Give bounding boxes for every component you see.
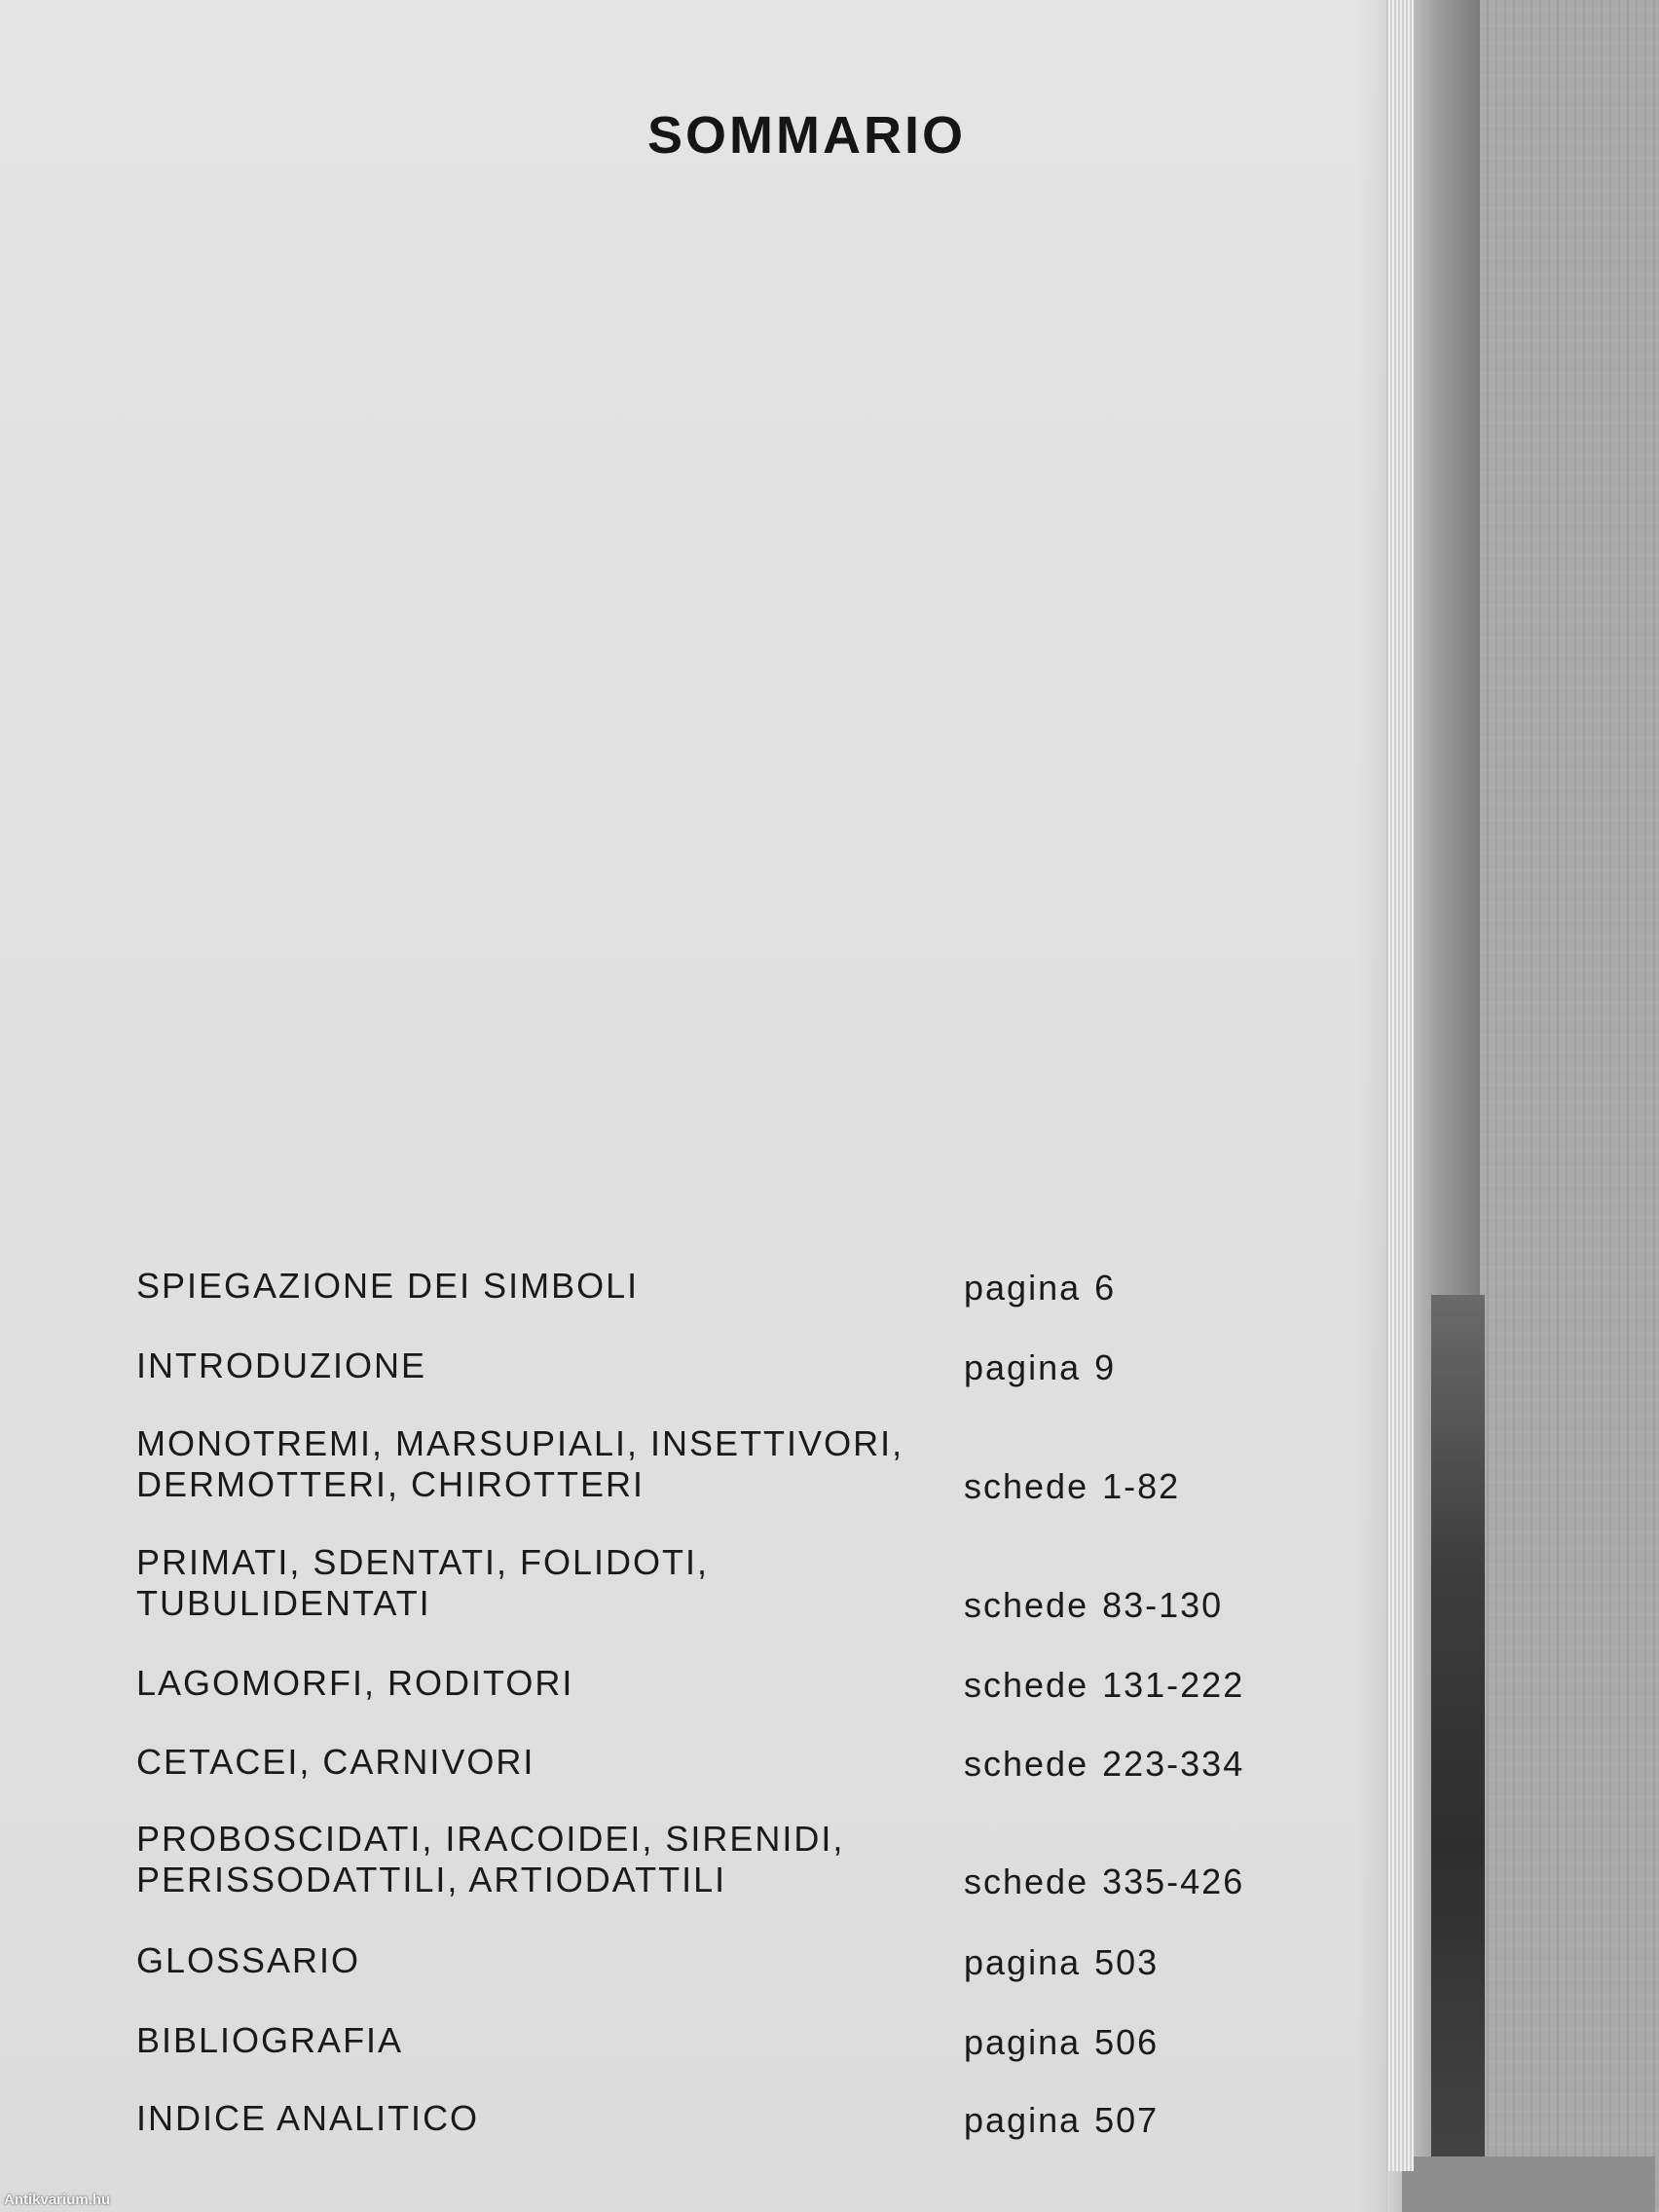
toc-entry-title: BIBLIOGRAFIA: [136, 2020, 404, 2060]
toc-entry: [136, 1266, 1285, 1307]
toc-entry-number: 6: [1094, 1268, 1117, 1308]
toc-entry: [136, 1663, 1285, 1704]
toc-entry: [136, 1819, 1285, 1900]
toc-entry-reference: [964, 1942, 1159, 1983]
toc-entry-reference: [964, 1585, 1223, 1626]
toc-entry-reference: [964, 2100, 1159, 2141]
toc-entry-title: PROBOSCIDATI, IRACOIDEI, SIRENIDI, PERISSODATTILI, ARTIODATTILI: [136, 1819, 845, 1899]
toc-entry-title: PRIMATI, SDENTATI, FOLIDOTI, TUBULIDENTATI: [136, 1542, 710, 1623]
toc-entry-kind: schede: [964, 1585, 1089, 1625]
toc-entry-title: INTRODUZIONE: [136, 1346, 426, 1385]
toc-entry-number: 507: [1094, 2100, 1160, 2140]
toc-entry-number: 503: [1094, 1942, 1160, 1982]
page-title: SOMMARIO: [647, 106, 966, 165]
toc-entry-kind: schede: [964, 1466, 1089, 1506]
toc-entry-number: 223-334: [1102, 1744, 1245, 1784]
toc-entry-title: MONOTREMI, MARSUPIALI, INSETTIVORI, DERMOTTERI, CHIROTTERI: [136, 1423, 904, 1504]
toc-entry-kind: schede: [964, 1665, 1089, 1705]
toc-entry-reference: [964, 1268, 1116, 1309]
toc-entry-number: 9: [1094, 1347, 1117, 1387]
toc-entry: [136, 2020, 1285, 2061]
toc-entry-kind: schede: [964, 1862, 1089, 1901]
toc-entry-reference: [964, 1862, 1244, 1902]
toc-entry-title: INDICE ANALITICO: [136, 2098, 480, 2138]
book-cover-foot: [1402, 2157, 1655, 2212]
toc-entry-reference: [964, 1466, 1180, 1507]
toc-entry-kind: pagina: [964, 1347, 1082, 1387]
toc-entry: [136, 1940, 1285, 1981]
toc-entry-title: GLOSSARIO: [136, 1940, 361, 1980]
toc-entry-kind: schede: [964, 1744, 1089, 1784]
toc-entry-number: 1-82: [1102, 1466, 1181, 1506]
watermark: Antikvarium.hu: [4, 2192, 111, 2208]
toc-entry: [136, 1542, 1285, 1624]
toc-entry-number: 335-426: [1102, 1862, 1245, 1901]
toc-entry-kind: pagina: [964, 2100, 1082, 2140]
toc-entry-number: 83-130: [1102, 1585, 1224, 1625]
toc-entry-reference: [964, 2022, 1159, 2063]
toc-entry-kind: pagina: [964, 1942, 1082, 1982]
toc-entry: [136, 1423, 1285, 1505]
toc-entry-title: SPIEGAZIONE DEI SIMBOLI: [136, 1266, 640, 1306]
toc-entry: [136, 2098, 1285, 2139]
toc-entry-kind: pagina: [964, 2022, 1082, 2062]
toc-entry-title: LAGOMORFI, RODITORI: [136, 1663, 574, 1703]
toc-entry: [136, 1346, 1285, 1386]
book-cover-dark-strip: [1431, 1295, 1485, 2212]
toc-entry: [136, 1742, 1285, 1783]
toc-entry-reference: [964, 1665, 1244, 1706]
toc-entry-reference: [964, 1744, 1244, 1785]
table-surface: [1460, 0, 1659, 2212]
toc-entry-title: CETACEI, CARNIVORI: [136, 1742, 535, 1782]
toc-entry-number: 506: [1094, 2022, 1160, 2062]
toc-entry-reference: [964, 1347, 1116, 1388]
toc-entry-kind: pagina: [964, 1268, 1082, 1308]
toc-entry-number: 131-222: [1102, 1665, 1245, 1705]
